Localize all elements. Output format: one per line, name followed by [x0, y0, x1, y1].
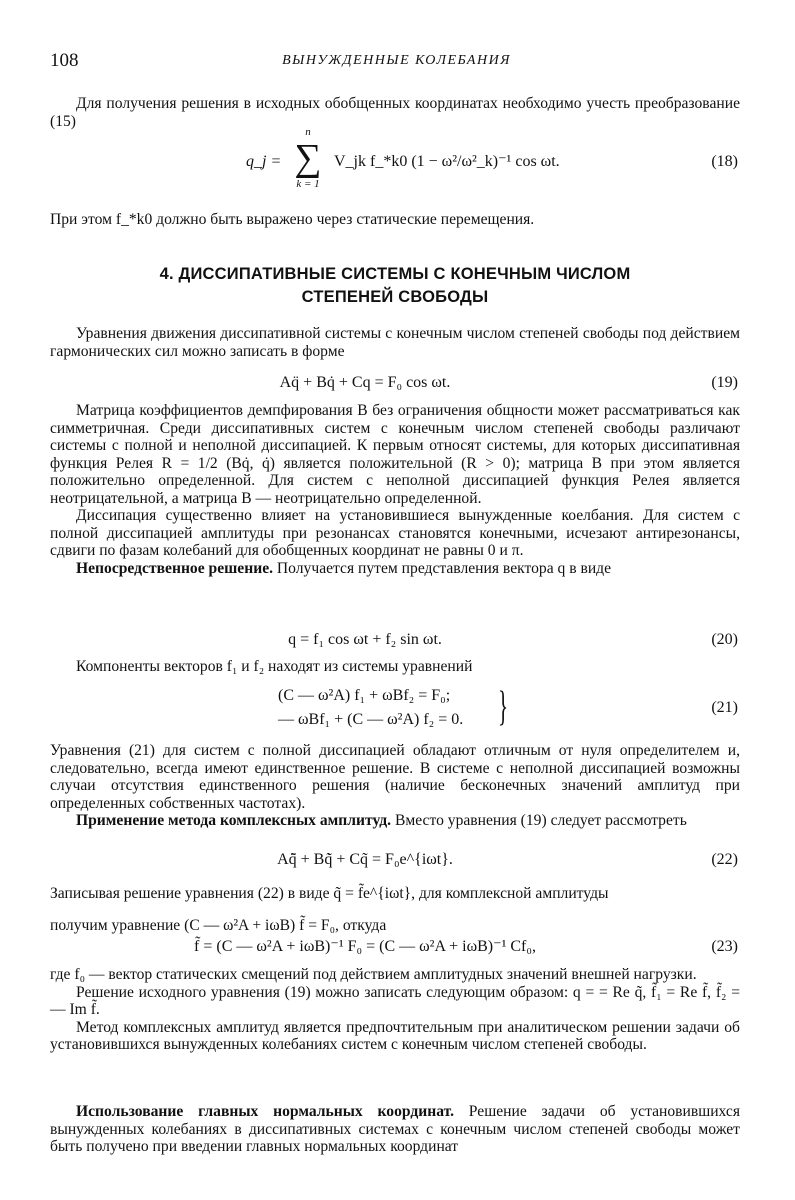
- summation-sign: n ∑ k = 1: [294, 126, 322, 190]
- paragraph-intro: Для получения решения в исходных обобщенных координатах необходимо учесть преобразование (15): [50, 95, 740, 130]
- equation-23: f̃ = (C — ω²A + iωB)⁻¹ F₀ = (C — ω²A + iωB)⁻¹ Cf₀, (23): [194, 938, 738, 955]
- paragraph-motion: Уравнения движения диссипативной системы с конечным числом степеней свободы под действием гармонических сил можно записать в форме: [50, 325, 740, 360]
- paragraph-determinant: Уравнения (21) для систем с полной диссипацией обладают отличным от нуля определителем и, следовательно, всегда имеют единственное решение. В системе с неполной диссипацией возможны случаи отсутствия единственного решения (наличие бесконечных значений амплитуд при определенных собственных частотах). Применение метода комплексных амплитуд. Вместо уравнения (19) следует рассмотреть: [50, 742, 740, 829]
- equation-22: Aq̃̈ + Bq̃̇ + Cq̃ = F₀e^{iωt}. (22): [277, 851, 738, 868]
- eq18-number: (18): [711, 153, 738, 170]
- paragraph-components: Компоненты векторов f₁ и f₂ находят из системы уравнений: [76, 658, 473, 675]
- equation-18: [50, 150, 740, 174]
- eq18-lhs: q_j =: [246, 153, 282, 170]
- paragraph-normal-coords: Использование главных нормальных координат. Решение задачи об установившихся вынужденных колебаниях в диссипативных системах с конечным числом степеней свободы может быть получено при введении главных нормальных координат: [50, 1103, 740, 1155]
- equation-21: (C — ω²A) f₁ + ωBf₂ = F₀; — ωBf₁ + (C — ω²A) f₂ = 0. } (21): [278, 684, 738, 730]
- equation-20: q = f₁ cos ωt + f₂ sin ωt. (20): [288, 631, 738, 648]
- section-heading: 4. ДИССИПАТИВНЫЕ СИСТЕМЫ С КОНЕЧНЫМ ЧИСЛОМ СТЕПЕНЕЙ СВОБОДЫ: [159, 265, 631, 306]
- running-title: ВЫНУЖДЕННЫЕ КОЛЕБАНИЯ: [282, 53, 511, 68]
- page-number: 108: [50, 50, 79, 71]
- page-header: [50, 50, 743, 74]
- paragraph-damping: Матрица коэффициентов демпфирования B без ограничения общности может рассматриваться как симметричная. Среди диссипативных систем с конечным числом степеней свободы различают системы с полной и неполной диссипацией. К первым относят системы, для которых диссипативная функция Релея R = 1/2 (Bq̇, q̇) является положительной (R > 0); матрица B при этом является положительно определенной. Для систем с неполной диссипацией функция Релея является неотрицательной, а матрица B — неотрицательно определенной. Диссипация существенно влияет на установившиеся вынужденные коелбания. Для систем с полной диссипацией амплитуды при резонансах становятся конечными, исчезают антирезонансы, сдвиги по фазам колебаний для обобщенных координат не равны 0 и π. Непосредственное решение. Получается путем представления вектора q в виде: [50, 402, 740, 577]
- eq18-body: V_jk f_*k0 (1 − ω²/ω²_k)⁻¹ cos ωt.: [334, 153, 560, 170]
- paragraph-static: При этом f_*k0 должно быть выражено через статические перемещения.: [50, 211, 535, 228]
- paragraph-complex-1: Записывая решение уравнения (22) в виде q̃ = f̃e^{iωt}, для комплексной амплитуды: [50, 885, 609, 902]
- equation-19: Aq̈ + Bq̇ + Cq = F₀ cos ωt. (19): [279, 374, 738, 391]
- paragraph-f0: где f₀ — вектор статических смещений под действием амплитудных значений внешней нагрузки. Решение исходного уравнения (19) можно записать следующим образом: q = = Re q̃, f̃₁ = Re f̃, f̃₂ = — Im f̃. Метод комплексных амплитуд является предпочтительным при аналитическом решении задачи об установившихся вынужденных колебаниях систем с конечным числом степеней свободы.: [50, 966, 740, 1053]
- paragraph-complex-2: получим уравнение (C — ω²A + iωB) f̃ = F₀, откуда: [50, 917, 387, 934]
